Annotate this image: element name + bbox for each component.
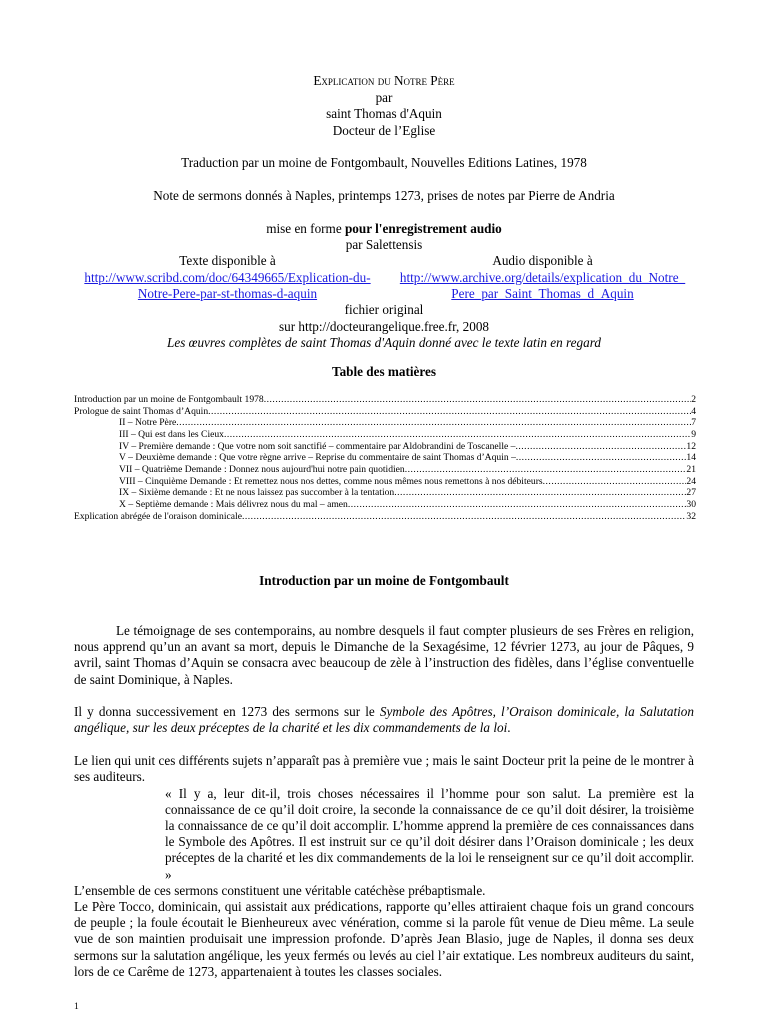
- toc-entry[interactable]: [74, 406, 696, 418]
- toc-leader-dots: [515, 441, 686, 453]
- paragraph-4: L’ensemble de ces sermons constituent une véritable catéchèse prébaptismale.: [74, 882, 486, 898]
- note-line: Note de sermons donnés à Naples, printemps 1273, prises de notes par Pierre de Andria: [153, 188, 615, 203]
- toc-leader-dots: [242, 511, 686, 523]
- toc-entry-page: 27: [686, 487, 696, 499]
- audio-availability: [385, 253, 700, 303]
- author-title: Docteur de l’Eglise: [332, 122, 436, 138]
- toc-entry-title: X – Septième demande : Mais délivrez nous du mal – amen: [119, 498, 348, 510]
- toc-leader-dots: [348, 499, 687, 511]
- toc-title: Table des matières: [331, 364, 437, 379]
- by-line: par: [375, 89, 393, 105]
- author-name: saint Thomas d'Aquin: [326, 106, 442, 121]
- formatting-prefix: mise en forme: [266, 221, 345, 236]
- quotation: « Il y a, leur dit-il, trois choses nécessaires il l’homme pour son salut. La première est la connaissance de ce qu’il doit croire, la seconde la connaissance de ce qu’il doit désirer, la troisième la connaissance de ce qu’il doit accomplir. L’homme apprend la première de ces connaissances dans le Symbole des Apôtres. Il est instruit sur ce qu’il doit désirer dans l’Oraison dominicale ; les deux préceptes de la charité et les dix commandements de la loi le renseignent sur ce qu’il doit accomplir. »: [165, 785, 694, 882]
- toc-entry[interactable]: [74, 464, 696, 476]
- original-source: sur http://docteurangelique.free.fr, 2008: [278, 318, 490, 334]
- formatted-by: par Salettensis: [345, 237, 423, 252]
- formatting-bold: pour l'enregistrement audio: [344, 221, 502, 236]
- availability-columns: [70, 253, 700, 303]
- section-body: [74, 623, 694, 980]
- table-of-contents: [74, 394, 696, 522]
- toc-entry[interactable]: [74, 394, 696, 406]
- paragraph-3: Le lien qui unit ces différents sujets n’apparaît pas à première vue ; mais le saint Docteur prit la peine de le montrer à ses auditeurs.: [74, 753, 694, 785]
- text-availability: [70, 253, 385, 303]
- toc-entry-title: V – Deuxième demande : Que votre règne arrive – Reprise du commentaire de saint Thomas d’Aquin –: [119, 452, 516, 464]
- toc-entry[interactable]: [74, 511, 696, 523]
- document-header: [0, 73, 768, 139]
- toc-leader-dots: [394, 487, 686, 499]
- toc-leader-dots: [224, 429, 691, 441]
- paragraph-2: Il y donna successivement en 1273 des sermons sur le Symbole des Apôtres, l’Oraison dominicale, la Salutation angélique, sur les deux préceptes de la charité et les dix commandements de la loi.: [74, 703, 694, 736]
- toc-entry[interactable]: [74, 487, 696, 499]
- original-note: Les œuvres complètes de saint Thomas d'Aquin donné avec le texte latin en regard: [167, 335, 601, 350]
- archive-link[interactable]: http://www.archive.org/details/explication_du_Notre_ Pere_par_Saint_Thomas_d_Aquin: [399, 269, 686, 301]
- toc-entry-page: 9: [691, 428, 696, 440]
- toc-entry-title: II – Notre Père: [119, 417, 177, 429]
- original-file-block: [0, 302, 768, 352]
- toc-entry-page: 30: [686, 498, 696, 510]
- toc-entry-page: 12: [686, 440, 696, 452]
- paragraph-1: Le témoignage de ses contemporains, au nombre desquels il faut compter plusieurs de ses Frères en religion, nous apprend qu’un an avant sa mort, depuis le Dimanche de la Sexagésime, 12 février 1273, au jour de Pâques, 9 avril, saint Thomas d’Aquin se consacra avec beaucoup de zèle à l’instruction des fidèles, dans l’église conventuelle de saint Dominique, à Naples.: [74, 623, 694, 687]
- toc-entry-title: III – Qui est dans les Cieux: [119, 428, 224, 440]
- section-heading: Introduction par un moine de Fontgombault: [259, 573, 509, 588]
- toc-entry[interactable]: [74, 476, 696, 488]
- toc-entry-title: Prologue de saint Thomas d’Aquin: [74, 405, 209, 417]
- toc-entry-page: 32: [686, 510, 696, 522]
- toc-entry-title: VII – Quatrième Demande : Donnez nous aujourd'hui notre pain quotidien: [119, 463, 405, 475]
- toc-entry[interactable]: [74, 429, 696, 441]
- toc-entry-title: Explication abrégée de l'oraison dominicale: [74, 510, 242, 522]
- toc-entry[interactable]: [74, 441, 696, 453]
- toc-entry[interactable]: [74, 452, 696, 464]
- toc-entry-title: Introduction par un moine de Fontgombault 1978: [74, 394, 264, 405]
- page-number: 1: [74, 1001, 79, 1012]
- original-file-label: fichier original: [344, 302, 424, 317]
- scribd-link[interactable]: http://www.scribd.com/doc/64349665/Explication-du- Notre-Pere-par-st-thomas-d-aquin: [84, 269, 371, 301]
- toc-leader-dots: [405, 464, 687, 476]
- toc-leader-dots: [264, 394, 691, 406]
- toc-entry-page: 4: [691, 405, 696, 417]
- text-availability-label: Texte disponible à: [179, 253, 276, 268]
- toc-entry-page: 21: [686, 463, 696, 475]
- document-title: Explication du Notre Père: [313, 73, 455, 88]
- toc-leader-dots: [176, 417, 691, 429]
- toc-entry-title: IX – Sixième demande : Et ne nous laissez pas succomber à la tentation: [119, 487, 395, 499]
- toc-entry-page: 14: [686, 452, 696, 464]
- toc-entry-title: VIII – Cinquième Demande : Et remettez nous nos dettes, comme nous mêmes nous remettons à nos débiteurs: [119, 475, 543, 487]
- paragraph-2-italic: Symbole des Apôtres, l’Oraison dominicale, la Salutation angélique, sur les deux préceptes de la charité et les dix commandements de la loi: [74, 703, 694, 736]
- toc-entry-page: 7: [691, 417, 696, 429]
- paragraph-5: Le Père Tocco, dominicain, qui assistait aux prédications, rapporte qu’elles attiraient chaque fois un grand concours de peuple ; la foule écoutait le Bienheureux avec vénération, comme si la parole fût venue de Dieu même. La seule vue de son maintien produisait une impression profonde. D’après Jean Blasio, juge de Naples, il donna ses deux sermons sur la salutation angélique, les yeux fermés ou levés au ciel l’air extatique. Les nombreux auditeurs du saint, lors de ce Carême de 1273, appartenaient à toutes les classes sociales.: [74, 899, 694, 979]
- toc-entry-title: IV – Première demande : Que votre nom soit sanctifié – commentaire par Aldobrandini de Toscanelle –: [119, 440, 516, 452]
- translation-line: Traduction par un moine de Fontgombault, Nouvelles Editions Latines, 1978: [181, 155, 587, 170]
- toc-leader-dots: [543, 476, 687, 488]
- toc-entry-page: 24: [686, 475, 696, 487]
- toc-entry[interactable]: [74, 499, 696, 511]
- toc-leader-dots: [208, 406, 691, 418]
- toc-leader-dots: [516, 452, 687, 464]
- toc-entry[interactable]: [74, 417, 696, 429]
- formatting-line: [0, 221, 768, 238]
- audio-availability-label: Audio disponible à: [492, 253, 593, 268]
- toc-entry-page: 2: [691, 394, 696, 405]
